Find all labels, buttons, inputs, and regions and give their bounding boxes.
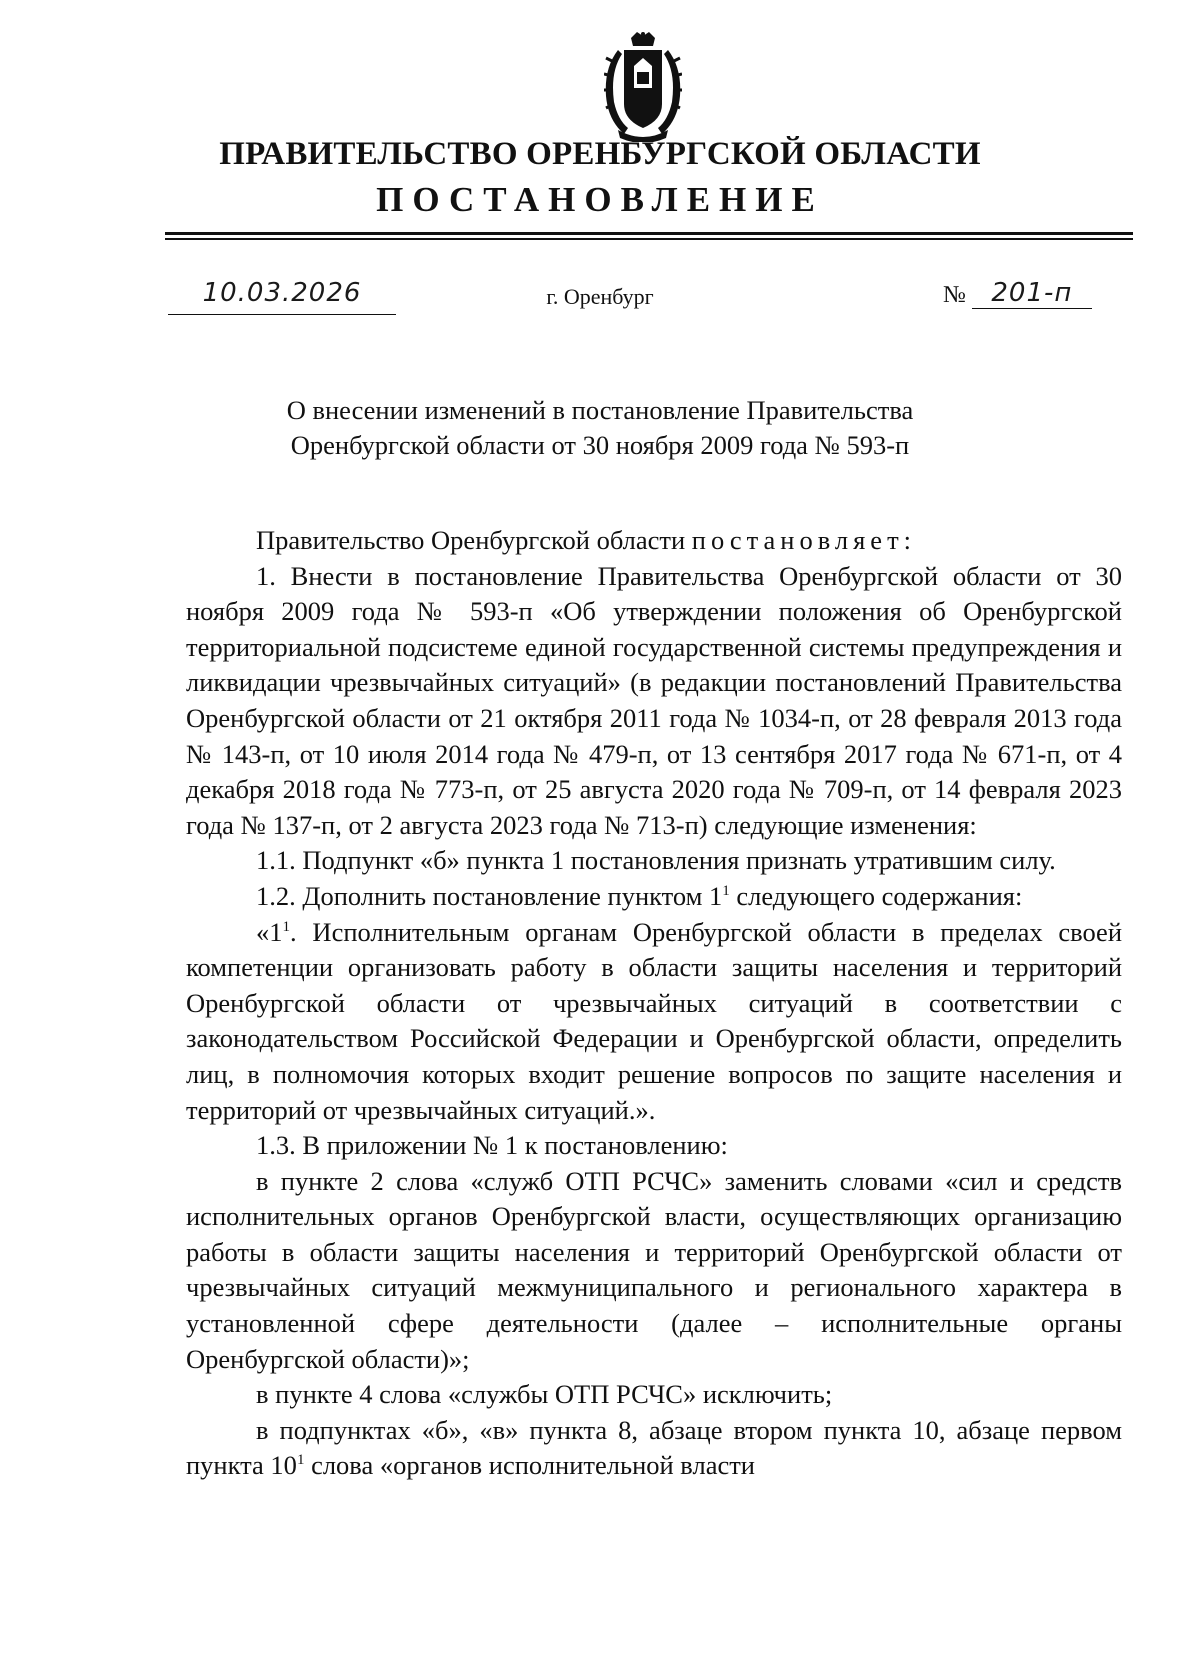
decree-intro-text: Правительство Оренбургской области xyxy=(256,525,686,555)
document-body xyxy=(186,523,1122,1484)
quoted-point-open: «1 xyxy=(256,916,283,947)
paragraph-item-8-text-b: слова «органов исполнительной власти xyxy=(304,1450,755,1481)
paragraph-item-8-superscript: 1 xyxy=(296,1452,305,1469)
coat-of-arms-icon xyxy=(604,32,682,142)
paragraph-item-2: в пункте 2 слова «служб ОТП РСЧС» заменить словами «сил и средств исполнительных органов Оренбургской власти, осуществляющих организацию работы в области защиты населения и территорий Оренбургской области от чрезвычайных ситуаций межмуниципального и регионального характера в установленной сфере деятельности (далее – исполнительные органы Оренбургской области)»; xyxy=(186,1165,1122,1374)
paragraph-item-8 xyxy=(186,1413,1122,1484)
document-subject xyxy=(0,393,1200,463)
paragraph-1: 1. Внести в постановление Правительства Оренбургской области от 30 ноября 2009 года № 593-п «Об утверждении положения об Оренбургской территориальной подсистеме единой государственной системы предупреждения и ликвидации чрезвычайных ситуаций» (в редакции постановлений Правительства Оренбургской области от 21 октября 2011 года № 1034-п, от 28 февраля 2013 года № 143-п, от 10 июля 2014 года № 479-п, от 13 сентября 2017 года № 671-п, от 4 декабря 2018 года № 773-п, от 25 августа 2020 года № 709-п, от 14 февраля 2023 года № 137-п, от 2 августа 2023 года № 713-п) следующие изменения: xyxy=(186,560,1122,840)
quoted-point-text: . Исполнительным органам Оренбургской области в пределах своей компетенции организовать работу в области защиты населения и территорий Оренбургской области от чрезвычайных ситуаций в соответствии с законодательством Российской Федерации и Оренбургской области, определить лиц, в полномочия которых входит решение вопросов по защите населения и территорий от чрезвычайных ситуаций.». xyxy=(186,916,1122,1125)
city-label: г. Оренбург xyxy=(546,284,654,309)
subject-line-2: Оренбургской области от 30 ноября 2009 года № 593-п xyxy=(290,430,910,460)
paragraph-item-8-text-a: в подпунктах «б», «в» пункта 8, абзаце втором пункта 10, абзаце первом пункта 10 xyxy=(186,1414,1122,1481)
paragraph-1-2 xyxy=(186,879,1122,915)
paragraph-1-2-text-b: следующего содержания: xyxy=(729,880,1023,911)
subject-line-1: О внесении изменений в постановление Правительства xyxy=(286,395,914,425)
quoted-point-superscript: 1 xyxy=(282,918,290,935)
quoted-point-1-1 xyxy=(186,915,1122,1129)
paragraph-1-2-text-a: 1.2. Дополнить постановление пунктом 1 xyxy=(256,880,723,911)
handwritten-date: 10.03.2026 xyxy=(202,278,362,308)
header-divider-thin xyxy=(165,238,1133,240)
paragraph-1-2-superscript: 1 xyxy=(722,883,730,900)
number-sign: № xyxy=(943,282,966,308)
decree-intro-paragraph xyxy=(186,523,1122,559)
paragraph-1-3: 1.3. В приложении № 1 к постановлению: xyxy=(256,1130,728,1161)
paragraph-1-1: 1.1. Подпункт «б» пункта 1 постановления признать утратившим силу. xyxy=(256,845,1056,876)
government-title: ПРАВИТЕЛЬСТВО ОРЕНБУРГСКОЙ ОБЛАСТИ xyxy=(219,136,981,172)
paragraph-item-4: в пункте 4 слова «службы ОТП РСЧС» исключить; xyxy=(256,1379,833,1410)
document-type-title: ПОСТАНОВЛЕНИЕ xyxy=(376,180,824,219)
decree-word: постановляет: xyxy=(691,525,917,555)
handwritten-number: 201-п xyxy=(972,278,1092,309)
document-number-field xyxy=(943,278,1143,314)
header-divider-thick xyxy=(165,232,1133,235)
